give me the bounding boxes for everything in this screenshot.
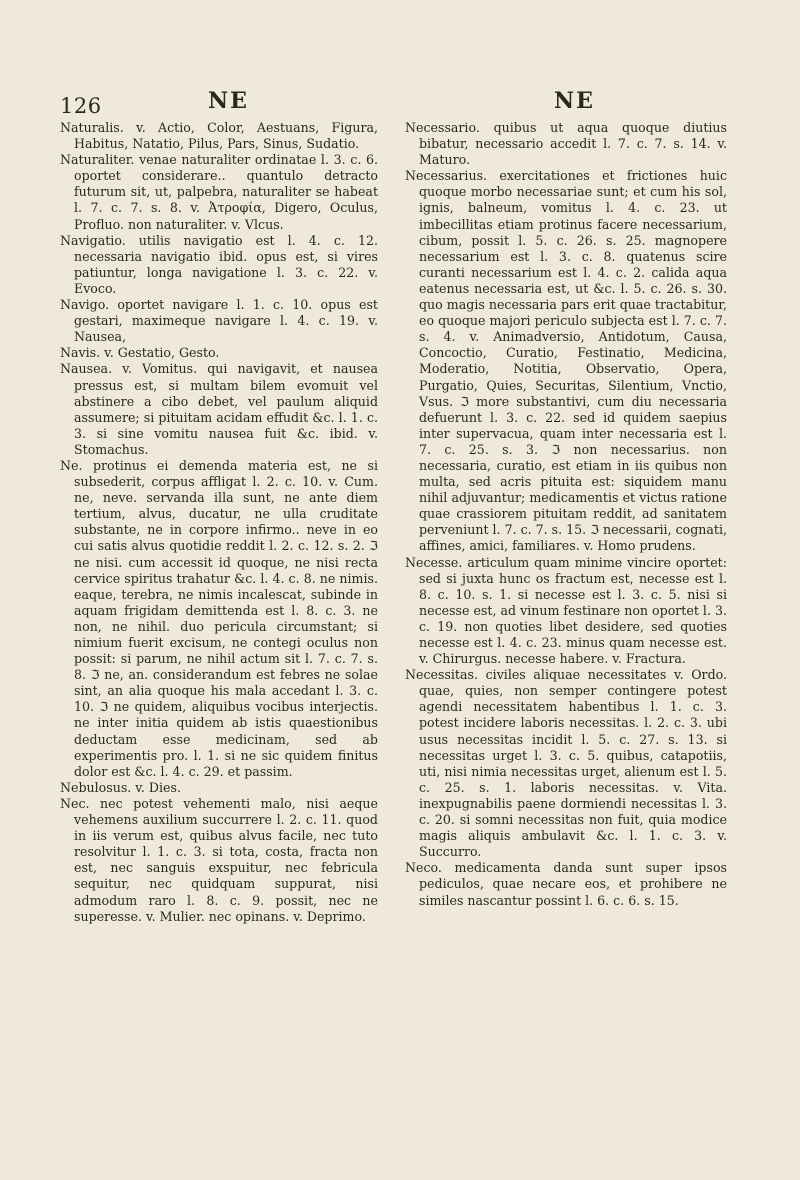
entry-navis: Navis. v. Gestatio, Gesto. [60, 345, 220, 361]
entry-nausea: Nausea. v. Vomitus. qui navigavit, et nausea pressus est, si multam bilem evomuit vel abstinere a cibo debet, vel paulum aliquid assumere; si pituitam acidam effudit &c. l. 1. c. 3. si sine vomitu nausea fuit &c. ibid. v. Stomachus. [60, 361, 378, 457]
entry-neco: Neco. medicamenta danda sunt super ipsos pediculos, quae necare eos, et prohibere ne similes nascantur possint l. 6. c. 6. s. 15. [405, 860, 727, 908]
entry-necessario: Necessario. quibus ut aqua quoque diutius bibatur, necessario accedit l. 7. c. 7. s. 14. v. Maturo. [405, 120, 727, 168]
entry-necessitas: Necessitas. civiles aliquae necessitates v. Ordo. quae, quies, non semper contingere potest agendi necessitatem habentibus l. 1. c. 3. potest incidere laboris necessitas. l. 2. c. 3. ubi usus necessitas incidit l. 5. c. 27. s. 13. si necessitas urget l. 3. c. 5. quibus, catapotiis, uti, nisi nimia necessitas urget, alienum est l. 5. c. 25. s. 1. laboris necessitas. v. Vita. inexpugnabilis paene dormiendi necessitas l. 3. c. 20. si somni necessitas non fuit, quia modice magis aliquis ambulavit &c. l. 1. c. 3. v. Succurro. [405, 667, 727, 860]
entry-navigo: Navigo. oportet navigare l. 1. c. 10. opus est gestari, maximeque navigare l. 4. c. 19. v. Nausea, [60, 297, 378, 345]
right-column [405, 120, 727, 909]
entry-nec: Nec. nec potest vehementi malo, nisi aeque vehemens auxilium succurrere l. 2. c. 11. quod in iis verum est, quibus alvus facile, nec tuto resolvitur l. 1. c. 3. si tota, costa, fracta non est, nec sanguis exspuitur, nec febricula sequitur, nec quidquam suppurat, nisi admodum raro l. 8. c. 9. possit, nec ne superesse. v. Mulier. nec opinans. v. Deprimo. [60, 795, 378, 924]
left-column [60, 120, 378, 925]
entry-necesse: Necesse. articulum quam minime vincire oportet: sed si juxta hunc os fractum est, necesse est l. 8. c. 10. s. 1. si necesse est l. 3. c. 5. nisi si necesse est, ad vinum festinare non oportet l. 3. c. 19. non quoties libet desidere, sed quoties necesse est l. 4. c. 23. minus quam necesse est. v. Chirurgus. necesse habere. v. Fractura. [405, 554, 727, 667]
running-head-right: NE [554, 88, 595, 114]
entry-navigatio: Navigatio. utilis navigatio est l. 4. c. 12. necessaria navigatio ibid. opus est, si vires patiuntur, longa navigatione l. 3. c. 22. v. Evoco. [60, 232, 378, 296]
entry-naturalis: Naturalis. v. Actio, Color, Aestuans, Figura, Habitus, Natatio, Pilus, Pars, Sinus, Sudatio. [60, 120, 378, 152]
entry-ne: Ne. protinus ei demenda materia est, ne si subsederit, corpus affligat l. 2. c. 10. v. Cum. ne, neve. servanda illa sunt, ne ante diem tertium, alvus, ducatur, ne ulla cruditate substante, ne in corpore infirmo.. neve in eo cui satis alvus quotidie reddit l. 2. c. 12. s. 2. ℑ ne nisi. cum accessit id quoque, ne nisi recta cervice spiritus trahatur &c. l. 4. c. 8. ne nimis. eaque, terebra, ne nimis incalescat, subinde in aquam frigidam demittenda est l. 8. c. 3. ne non, ne nihil. duo pericula circumstant; si nimium fuerit excisum, ne contegi oculus non possit: si parum, ne nihil actum sit l. 7. c. 7. s. 8. ℑ ne, an. considerandum est febres ne solae sint, an alia quoque his mala accedant l. 3. c. 10. ℑ ne quidem, aliquibus vocibus interjectis. ne inter initia quidem ab istis quaestionibus deductam esse medicinam, sed ab experimentis pro. l. 1. si ne sic quidem finitus dolor est &c. l. 4. c. 29. et passim. [60, 457, 378, 779]
page-number: 126 [60, 94, 102, 118]
running-head-left: NE [208, 88, 249, 114]
entry-necessarius: Necessarius. exercitationes et frictiones huic quoque morbo necessariae sunt; et cum his sol, ignis, balneum, vomitus l. 4. c. 23. ut imbecillitas etiam protinus facere necessarium, cibum, possit l. 5. c. 26. s. 25. magnopere necessarium est l. 3. c. 8. quatenus scire curanti necessarium est l. 4. c. 2. calida aqua eatenus necessaria est, ut &c. l. 5. c. 26. s. 30. quo magis necessaria pars erit quae tractabitur, eo quoque majori periculo subjecta est l. 7. c. 7. s. 4. v. Animadversio, Antidotum, Causa, Concoctio, Curatio, Festinatio, Medicina, Moderatio, Notitia, Observatio, Opera, Purgatio, Quies, Securitas, Silentium, Vnctio, Vsus. ℑ more substantivi, cum diu necessaria defuerunt l. 3. c. 22. sed id quidem saepius inter supervacua, quam inter necessaria est l. 7. c. 25. s. 3. ℑ non necessarius. non necessaria, curatio, est etiam in iis quibus non multa, sed acris pituita est: siquidem manu nihil adjuvantur; medicamentis et victus ratione quae crassiorem pituitam reddit, ad sanitatem perveniunt l. 7. c. 7. s. 15. ℑ necessarii, cognati, affines, amici, familiares. v. Homo prudens. [405, 168, 727, 554]
entry-nebulosus: Nebulosus. v. Dies. [60, 779, 181, 795]
entry-naturaliter: Naturaliter. venae naturaliter ordinatae l. 3. c. 6. oportet considerare.. quantulo detracto futurum sit, ut, palpebra, naturaliter se habeat l. 7. c. 7. s. 8. v. Ἀτροφία, Digero, Oculus, Profluo. non naturaliter. v. Vlcus. [60, 152, 378, 232]
